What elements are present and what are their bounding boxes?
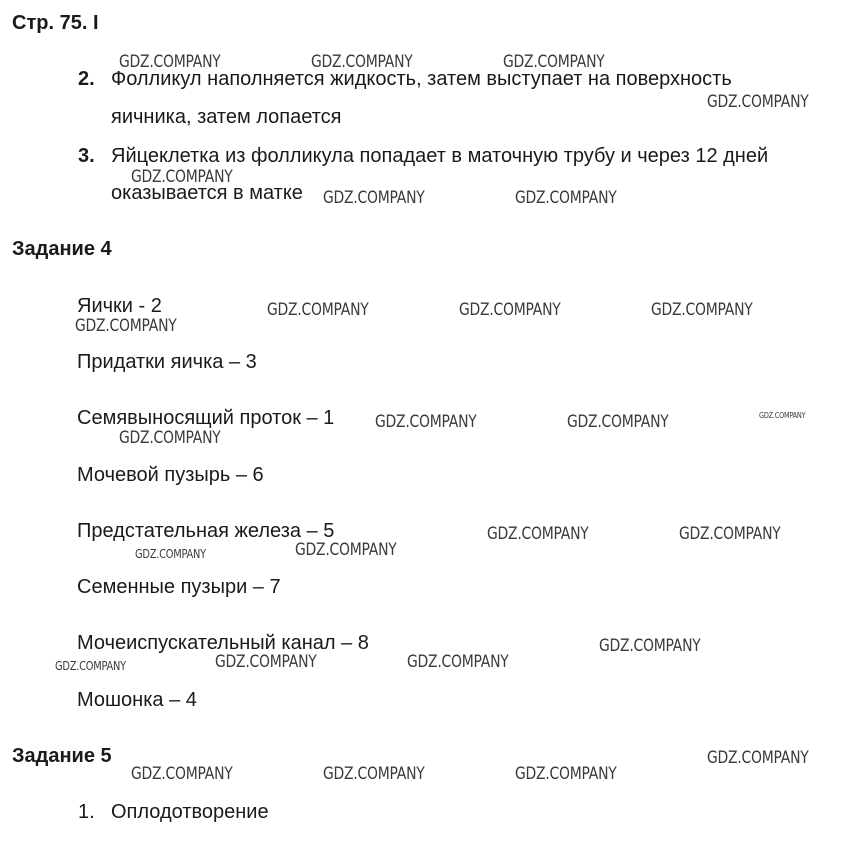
watermark: GDZ.COMPANY [759, 411, 806, 420]
watermark: GDZ.COMPANY [215, 652, 317, 672]
watermark: GDZ.COMPANY [515, 764, 617, 784]
answer-item: Мочеиспускательный канал – 8 [77, 632, 369, 654]
watermark: GDZ.COMPANY [119, 428, 221, 448]
watermark: GDZ.COMPANY [323, 188, 425, 208]
watermark: GDZ.COMPANY [487, 524, 589, 544]
section-heading-task4: Задание 4 [12, 238, 112, 260]
answer-item: Мошонка – 4 [77, 689, 197, 711]
watermark: GDZ.COMPANY [503, 52, 605, 72]
watermark: GDZ.COMPANY [567, 412, 669, 432]
section-heading-task5: Задание 5 [12, 745, 112, 767]
answer-item: Предстательная железа – 5 [77, 520, 335, 542]
watermark: GDZ.COMPANY [75, 316, 177, 336]
watermark: GDZ.COMPANY [295, 540, 397, 560]
list-item-line: Фолликул наполняется жидкость, затем выступает на поверхность [111, 68, 732, 90]
answer-item: Мочевой пузырь – 6 [77, 464, 264, 486]
watermark: GDZ.COMPANY [311, 52, 413, 72]
page-header-text: Стр. 75. [12, 12, 88, 34]
answer-item: Придатки яичка – 3 [77, 351, 257, 373]
watermark: GDZ.COMPANY [119, 52, 221, 72]
watermark: GDZ.COMPANY [267, 300, 369, 320]
list-item-number: 3. [78, 145, 95, 167]
watermark: GDZ.COMPANY [599, 636, 701, 656]
list-item-line: яичника, затем лопается [111, 106, 342, 128]
page-header-trailing: I [92, 12, 99, 34]
watermark: GDZ.COMPANY [323, 764, 425, 784]
list-item-text: Оплодотворение [111, 801, 269, 823]
list-item-number: 1. [78, 801, 95, 823]
answer-item: Яички - 2 [77, 295, 162, 317]
watermark: GDZ.COMPANY [375, 412, 477, 432]
list-item-number: 2. [78, 68, 95, 90]
watermark: GDZ.COMPANY [135, 547, 206, 561]
page-header [12, 12, 99, 35]
watermark: GDZ.COMPANY [407, 652, 509, 672]
list-item-line: Яйцеклетка из фолликула попадает в маточную трубу и через 12 дней [111, 145, 769, 167]
list-item-line: оказывается в матке [111, 182, 303, 204]
watermark: GDZ.COMPANY [515, 188, 617, 208]
watermark: GDZ.COMPANY [131, 167, 233, 187]
watermark: GDZ.COMPANY [707, 748, 809, 768]
watermark: GDZ.COMPANY [55, 659, 126, 673]
watermark: GDZ.COMPANY [707, 92, 809, 112]
answer-item: Семенные пузыри – 7 [77, 576, 281, 598]
watermark: GDZ.COMPANY [651, 300, 753, 320]
watermark: GDZ.COMPANY [131, 764, 233, 784]
answer-item: Семявыносящий проток – 1 [77, 407, 335, 429]
watermark: GDZ.COMPANY [679, 524, 781, 544]
watermark: GDZ.COMPANY [459, 300, 561, 320]
